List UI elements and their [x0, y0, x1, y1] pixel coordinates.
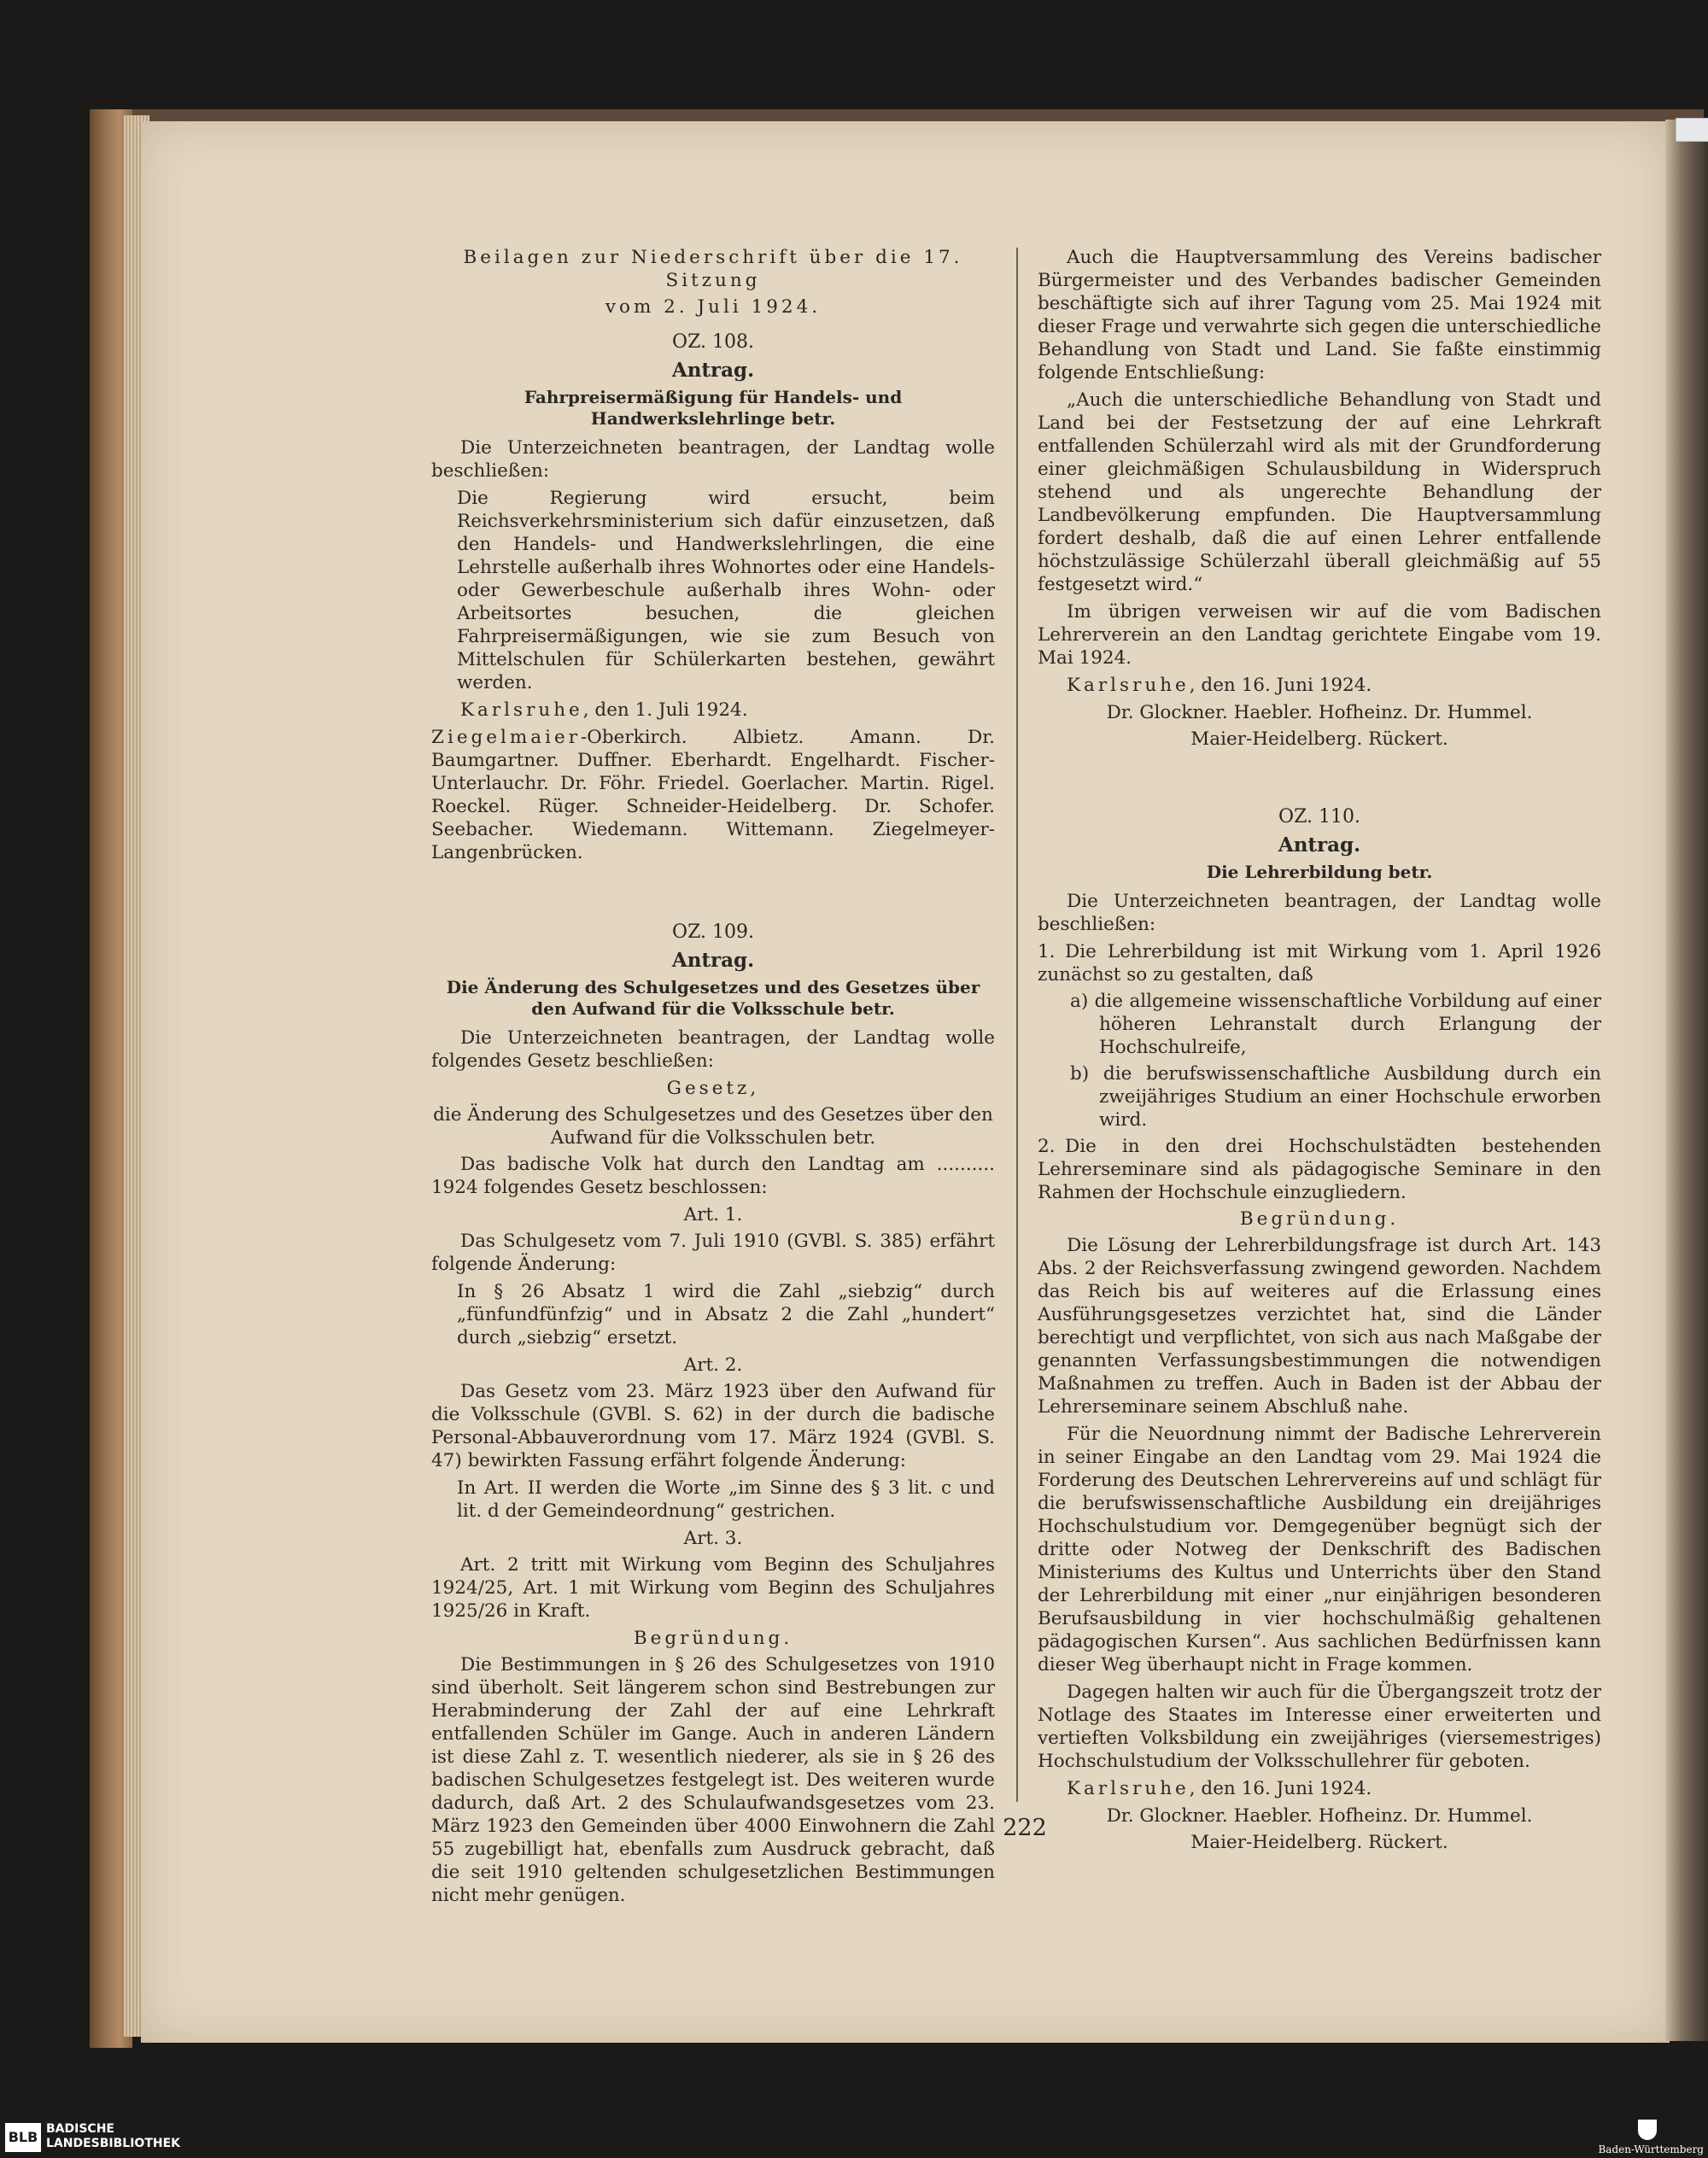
oz110-reason-p2: Für die Neuordnung nimmt der Badische Lehrerverein in seiner Eingabe an den Landtag vom 29. Mai 1924 die Forderung des Deutschen Lehrervereins auf und schlägt für die berufswissenschaftliche Ausbildung ein dreijähriges Hochschulstudium vor. Demgegenüber begnügt sich der dritte oder Notweg der Denkschrift des Badischen Ministeriums des Kultus und Unterrichts über den Stand der Lehrerbildung mit einer „nur einjährigen besonderen Berufsausbildung in vier hochschulmäßig gehaltenen pädagogischen Kursen“. Aus sachlichen Bedürfnissen kann dieser Weg überhaupt nicht in Frage kommen.: [1038, 1424, 1601, 1676]
oz109-law-subtitle: die Änderung des Schulgesetzes und des Gesetzes über den Aufwand für die Volksschulen betr.: [433, 1104, 993, 1149]
session-header-line1: Beilagen zur Niederschrift über die 17. Sitzung: [463, 247, 963, 291]
oz110-reason-p1: Die Lösung der Lehrerbildungsfrage ist durch Art. 143 Abs. 2 der Reichsverfassung zwingend geworden. Nachdem das Reich bis auf weiteres auf die Erlassung eines Ausführungsgesetzes verzichtet hat, sind die Länder berechtigt und verpflichtet, von sich aus nach Maßgabe der genannten Verfassungsbestimmungen die notwendigen Maßnahmen zu treffen. Auch in Baden ist der Abbau der Lehrerseminare seinem Abschluß nahe.: [1038, 1235, 1601, 1418]
oz109-city: Karlsruhe: [1067, 675, 1190, 696]
oz110-signatures-line2: Maier-Heidelberg. Rückert.: [1190, 1832, 1448, 1853]
oz110-type: Antrag.: [1278, 833, 1361, 857]
oz110-item-2-number: 2.: [1038, 1136, 1056, 1157]
shelf-label-sticker: [1676, 118, 1708, 142]
oz110-intro: Die Unterzeichneten beantragen, der Landtag wolle beschließen:: [1038, 891, 1601, 935]
left-column: [431, 246, 995, 1911]
oz108-intro: Die Unterzeichneten beantragen, der Landtag wolle beschließen:: [431, 437, 995, 482]
oz108-body: Die Regierung wird ersucht, beim Reichsverkehrsministerium sich dafür einzusetzen, daß den Handels- und Handwerkslehrlingen, die eine Lehrstelle außerhalb ihres Wohnortes oder eine Handels- oder Gewerbeschule außerhalb ihres Wohn- oder Arbeitsortes besuchen, die gleichen Fahrpreisermäßigungen, wie sie zum Besuch von Mittelschulen für Schülerkarten bestehen, gewährt werden.: [457, 488, 995, 693]
oz110-signatures-line1: Dr. Glockner. Haebler. Hofheinz. Dr. Hummel.: [1106, 1805, 1533, 1827]
oz110-item-1-number: 1.: [1038, 941, 1056, 962]
oz109-signatures-line2: Maier-Heidelberg. Rückert.: [1190, 728, 1448, 750]
blb-logo: BLB: [5, 2123, 41, 2152]
oz108-other-signers: -Oberkirch. Albietz. Amann. Dr. Baumgartner. Duffner. Eberhardt. Engelhardt. Fischer-Unterlauchr. Dr. Föhr. Friedel. Goerlacher. Martin. Rigel. Roeckel. Rüger. Schneider-Heidelberg. Dr. Schofer. Seebacher. Wiedemann. Wittemann. Ziegelmeyer-Langenbrücken.: [431, 727, 995, 863]
oz109-signatures-line1: Dr. Glockner. Haebler. Hofheinz. Dr. Hummel.: [1106, 702, 1533, 723]
oz109-reason-title: Begründung.: [633, 1628, 793, 1649]
oz109-art1-change: In § 26 Absatz 1 wird die Zahl „siebzig“ durch „fünfundfünfzig“ und in Absatz 2 die Zahl „hundert“ durch „siebzig“ ersetzt.: [457, 1281, 995, 1348]
oz109-reason-text: Die Bestimmungen in § 26 des Schulgesetzes von 1910 sind überholt. Seit längerem schon sind Bestrebungen zur Herabminderung der Zahl der auf eine Lehrkraft entfallenden Schüler im Gange. Auch in anderen Ländern ist diese Zahl z. T. wesentlich niederer, als sie in § 26 des badischen Schulgesetzes festgelegt ist. Des weiteren wurde dadurch, daß Art. 2 des Schulaufwandsgesetzes vom 23. März 1923 den Gemeinden über 4000 Einwohnern die Zahl 55 zugebilligt hat, ebenfalls zum Ausdruck gebracht, daß die seit 1910 geltenden schulgesetzlichen Bestimmungen nicht mehr genügen.: [431, 1654, 995, 1906]
oz109-preamble: Das badische Volk hat durch den Landtag am .......... 1924 folgendes Gesetz beschlossen:: [431, 1154, 995, 1198]
oz108-number: OZ. 108.: [672, 331, 754, 353]
session-header-line2: vom 2. Juli 1924.: [605, 296, 822, 318]
oz110-item-2: [1038, 1135, 1601, 1204]
oz108-type: Antrag.: [671, 359, 755, 382]
oz109-art2-text: Das Gesetz vom 23. März 1923 über den Aufwand für die Volksschule (GVBl. S. 62) in der durch die badische Personal-Abbauverordnung vom 17. März 1924 (GVBl. S. 47) bewirkten Fassung erfährt folgende Änderung:: [431, 1381, 995, 1471]
oz110-number: OZ. 110.: [1278, 806, 1360, 828]
library-name-line1: BADISCHE: [46, 2122, 114, 2136]
oz109-art1-title: Art. 1.: [683, 1204, 743, 1225]
oz109-art2-change: In Art. II werden die Worte „im Sinne des § 3 lit. c und lit. d der Gemeindeordnung“ gestrichen.: [457, 1477, 995, 1522]
oz110-item-1b: b) die berufswissenschaftliche Ausbildung durch ein zweijähriges Studium an einer Hochschule erworben wird.: [1070, 1063, 1601, 1131]
oz109-number: OZ. 109.: [672, 921, 754, 943]
oz109-type: Antrag.: [671, 949, 755, 972]
oz109-art2-title: Art. 2.: [683, 1354, 743, 1376]
oz108-date: , den 1. Juli 1924.: [582, 699, 748, 721]
oz110-reason-title: Begründung.: [1239, 1208, 1400, 1230]
oz108-city: Karlsruhe: [460, 699, 583, 721]
oz109-law-title: Gesetz,: [666, 1078, 760, 1099]
library-name-line2: LANDESBIBLIOTHEK: [46, 2137, 181, 2150]
oz110-subject: Die Lehrerbildung betr.: [1206, 862, 1433, 882]
oz109-art3-title: Art. 3.: [683, 1528, 743, 1549]
region-label: Baden-Württemberg: [1598, 2143, 1704, 2155]
coat-of-arms-icon: [1638, 2120, 1657, 2140]
oz110-item-1: [1038, 940, 1601, 986]
oz109-date: , den 16. Juni 1924.: [1189, 675, 1372, 696]
oz110-item-2-text: Die in den drei Hochschulstädten bestehenden Lehrerseminare sind als pädagogische Seminare in den Rahmen der Hochschule einzugliedern.: [1038, 1136, 1601, 1203]
oz109-place-date: [1038, 674, 1601, 697]
oz109-subject: Die Änderung des Schulgesetzes und des Gesetzes über den Aufwand für die Volksschule betr.: [446, 977, 980, 1019]
oz110-city: Karlsruhe: [1067, 1778, 1190, 1799]
column-divider: [1016, 248, 1018, 1802]
section-gap: [1038, 754, 1601, 793]
oz109-art1-text: Das Schulgesetz vom 7. Juli 1910 (GVBl. S. 385) erfährt folgende Änderung:: [431, 1231, 995, 1275]
continuation-paragraph-2: Im übrigen verweisen wir auf die vom Badischen Lehrerverein an den Landtag gerichtete Eingabe vom 19. Mai 1924.: [1038, 601, 1601, 669]
continuation-paragraph-1: Auch die Hauptversammlung des Vereins badischer Bürgermeister und des Verbandes badischer Gemeinden beschäftigte sich auf ihrer Tagung vom 25. Mai 1924 mit dieser Frage und verwahrte sich gegen die unterschiedliche Behandlung von Stadt und Land. Sie faßte einstimmig folgende Entschließung:: [1038, 247, 1601, 383]
oz108-subject: Fahrpreisermäßigung für Handels- und Handwerkslehrlinge betr.: [524, 387, 903, 429]
oz109-intro: Die Unterzeichneten beantragen, der Landtag wolle folgendes Gesetz beschließen:: [431, 1027, 995, 1072]
right-column: [1038, 246, 1601, 1857]
page-number: 222: [1003, 1815, 1047, 1841]
oz110-date: , den 16. Juni 1924.: [1189, 1778, 1372, 1799]
resolution-quote: „Auch die unterschiedliche Behandlung von Stadt und Land bei der Festsetzung der auf eine Lehrkraft entfallenden Schülerzahl wird als mit der Grundforderung einer gleichmäßigen Schulausbildung in Widerspruch stehend und als ungerechte Behandlung der Landbevölkerung empfunden. Die Hauptversammlung fordert deshalb, daß die auf einen Lehrer entfallende höchstzulässige Schülerzahl überall gleichmäßig auf 55 festgesetzt wird.“: [1038, 389, 1601, 595]
section-gap: [431, 869, 995, 909]
oz110-reason-p3: Dagegen halten wir auch für die Übergangszeit trotz der Notlage des Staates im Interesse einer erweiterten und vertieften Volksbildung ein zweijähriges (viersemestriges) Hochschulstudium der Volksschullehrer für geboten.: [1038, 1681, 1601, 1772]
library-name: [46, 2122, 302, 2151]
facing-page-edge: [1665, 120, 1708, 2041]
oz108-lead-signer: Ziegelmaier: [431, 727, 581, 748]
oz110-item-1a: a) die allgemeine wissenschaftliche Vorbildung auf einer höheren Lehranstalt durch Erlangung der Hochschulreife,: [1070, 991, 1601, 1058]
oz108-signatures: [431, 726, 995, 864]
oz110-item-1-text: Die Lehrerbildung ist mit Wirkung vom 1. April 1926 zunächst so zu gestalten, daß: [1038, 941, 1601, 985]
oz109-art3-text: Art. 2 tritt mit Wirkung vom Beginn des Schuljahres 1924/25, Art. 1 mit Wirkung vom Beginn des Schuljahres 1925/26 in Kraft.: [431, 1554, 995, 1622]
oz108-place-date: [431, 699, 995, 722]
oz110-place-date: [1038, 1777, 1601, 1800]
